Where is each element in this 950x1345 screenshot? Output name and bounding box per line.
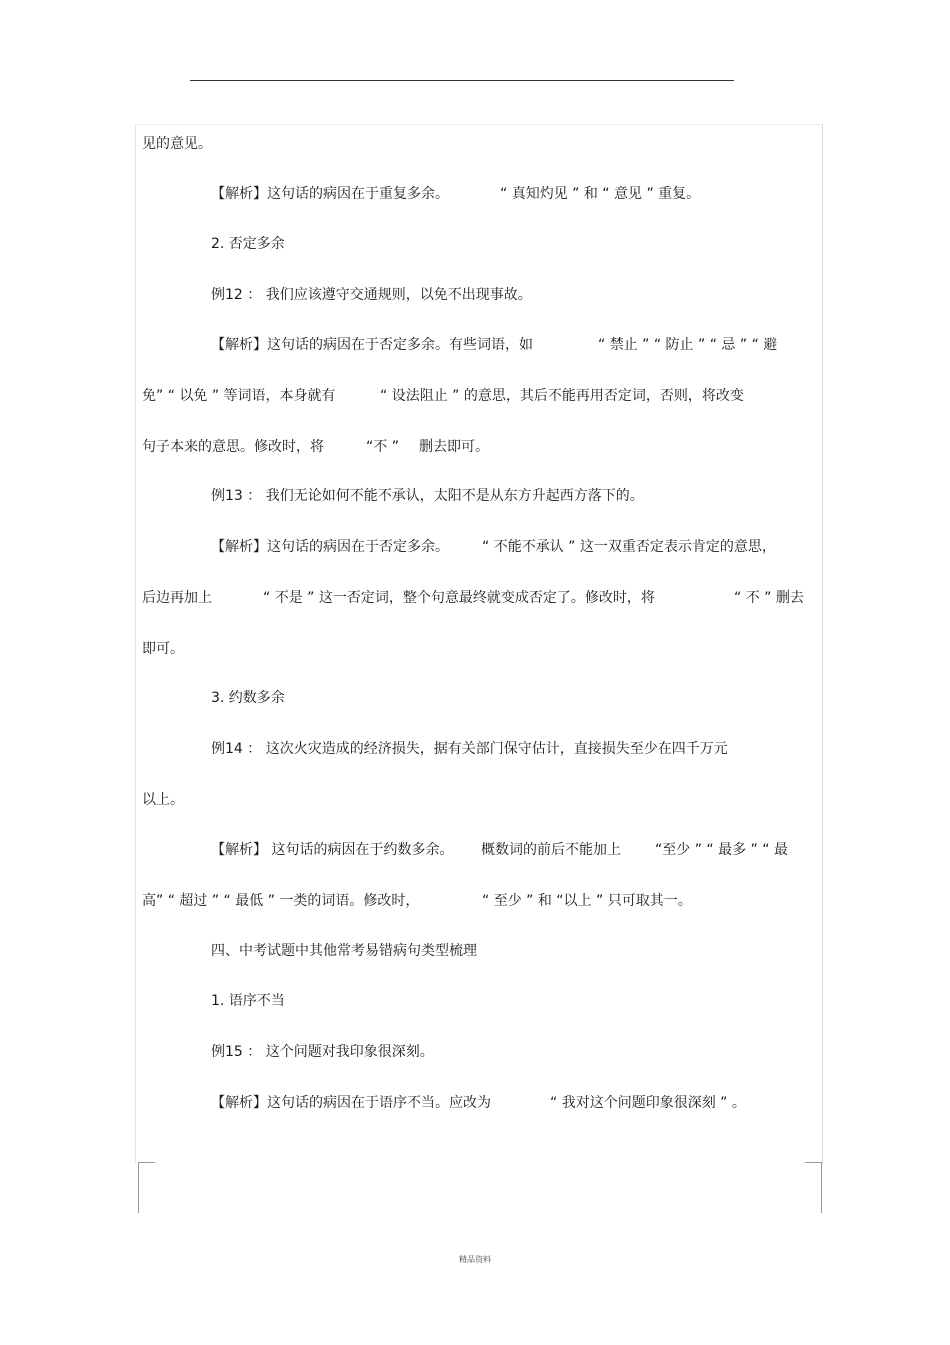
text-line: 高” “ 超过 ” “ 最低 ” 一类的词语。修改时， <box>142 893 420 909</box>
analysis-line: 【解析】这句话的病因在于语序不当。应改为 <box>211 1095 491 1111</box>
text-line: “ 我对这个问题印象很深刻 ” 。 <box>550 1095 746 1111</box>
text-line: 后边再加上 <box>142 590 212 606</box>
text-line: 见的意见。 <box>142 136 212 152</box>
text-frame-right <box>822 124 823 1164</box>
text-line: “ 不是 ” 这一否定词，整个句意最终就变成否定了。修改时，将 <box>263 590 655 606</box>
analysis-line: 【解析】 这句话的病因在于约数多余。 <box>211 842 454 858</box>
text-line: “ 设法阻止 ” 的意思，其后不能再用否定词，否则，将改变 <box>380 388 744 404</box>
text-frame-left <box>135 124 136 1164</box>
text-line: “ 真知灼见 ” 和 “ 意见 ” 重复。 <box>500 186 701 202</box>
crop-mark-right <box>805 1162 822 1213</box>
section-heading: 3. 约数多余 <box>211 690 285 706</box>
crop-mark-left <box>138 1162 155 1213</box>
section-heading: 2. 否定多余 <box>211 236 285 252</box>
analysis-line: 【解析】这句话的病因在于重复多余。 <box>211 186 449 202</box>
text-line: 概数词的前后不能加上 <box>481 842 621 858</box>
text-line: “至少 ” “ 最多 ” “ 最 <box>655 842 788 858</box>
text-line: “不 ” <box>366 439 399 455</box>
example-line: 例14 ： 这次火灾造成的经济损失，据有关部门保守估计，直接损失至少在四千万元 <box>211 741 728 757</box>
header-rule <box>190 80 734 81</box>
text-line: “ 不能不承认 ” 这一双重否定表示肯定的意思， <box>482 539 776 555</box>
example-line: 例13 ： 我们无论如何不能不承认，太阳不是从东方升起西方落下的。 <box>211 488 644 504</box>
example-line: 例15 ： 这个问题对我印象很深刻。 <box>211 1044 434 1060</box>
section-heading: 四、中考试题中其他常考易错病句类型梳理 <box>211 943 477 959</box>
example-line: 例12 ： 我们应该遵守交通规则，以免不出现事故。 <box>211 287 532 303</box>
text-line: 以上。 <box>142 792 184 808</box>
section-heading: 1. 语序不当 <box>211 993 285 1009</box>
text-frame-top <box>135 124 823 125</box>
text-line: 句子本来的意思。修改时，将 <box>142 439 324 455</box>
analysis-line: 【解析】这句话的病因在于否定多余。有些词语，如 <box>211 337 533 353</box>
analysis-line: 【解析】这句话的病因在于否定多余。 <box>211 539 449 555</box>
text-line: “ 禁止 ” “ 防止 ” “ 忌 ” “ 避 <box>598 337 778 353</box>
text-line: “ 不 ” 删去 <box>734 590 804 606</box>
text-line: 即可。 <box>142 641 184 657</box>
text-line: “ 至少 ” 和 “以上 ” 只可取其一。 <box>482 893 692 909</box>
text-line: 免” “ 以免 ” 等词语，本身就有 <box>142 388 336 404</box>
text-line: 删去即可。 <box>419 439 489 455</box>
page-footer: 精品资料 <box>459 1255 491 1264</box>
